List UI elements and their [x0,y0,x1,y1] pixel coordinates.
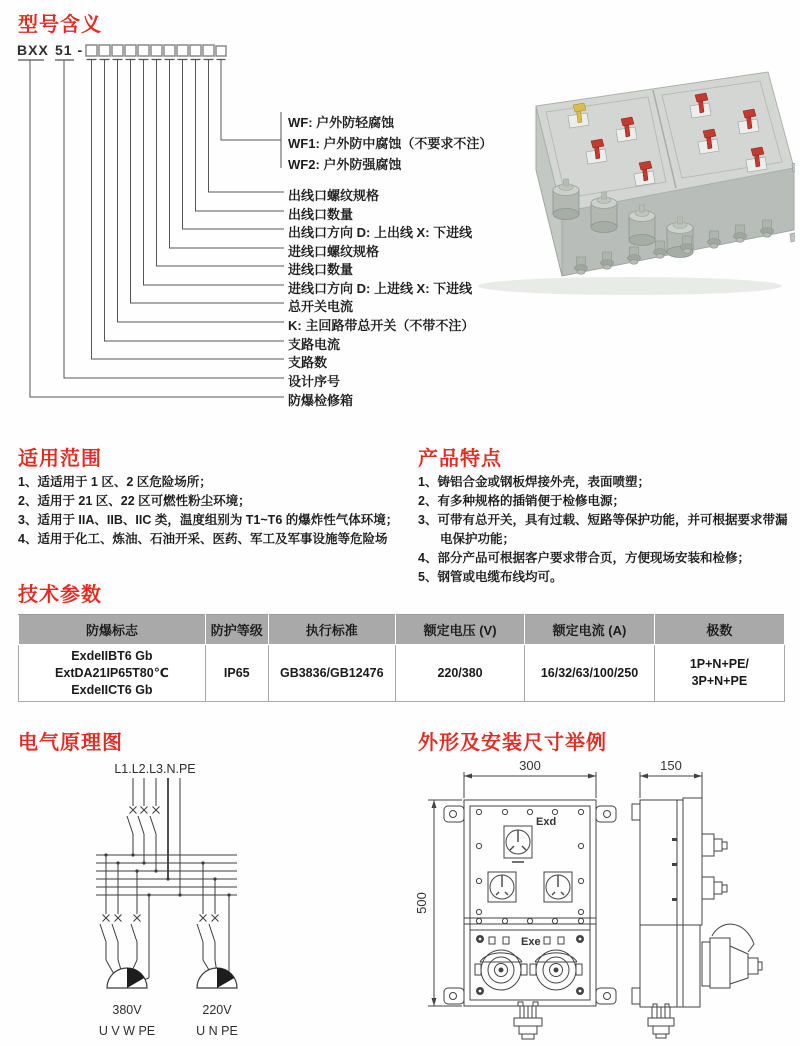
model-code-label: 支路数 [288,355,328,370]
col-header: 防爆标志 [19,615,206,645]
model-code-label: 出线口数量 [288,207,354,222]
cell-standard: GB3836/GB12476 [268,645,395,702]
model-series: 51 - [55,42,84,58]
table-row [19,645,785,702]
zone-exe-label: Exe [521,936,541,948]
list-item: 4、适用于化工、炼油、石油开采、医药、军工及军事设施等危险场 [18,532,388,546]
wiring-schematic [0,746,400,1046]
model-code-label: 进线口数量 [288,262,354,277]
cell-ip-rating: IP65 [205,645,268,702]
outlet2-voltage-label: 220V [202,1003,232,1017]
socket-220v [197,968,237,988]
cell-poles: 1P+N+PE/ 3P+N+PE [654,645,784,702]
dimension-drawing [400,746,800,1046]
list-item: 3、适用于 IIA、IIB、IIC 类，温度组别为 T1~T6 的爆炸性气体环境； [18,513,399,527]
model-code-label: 支路电流 [288,337,341,352]
model-code-label-wf: WF: 户外防轻腐蚀 [288,115,395,130]
model-code-label: 出线口螺纹规格 [288,188,380,203]
model-code-label: K: 主回路带总开关（不带不注） [288,318,475,333]
list-item: 2、适用于 21 区、22 区可燃性粉尘环境； [18,494,251,508]
col-header: 执行标准 [268,615,395,645]
model-code-label: 总开关电流 [288,299,354,314]
schematic-section-title: 电气原理图 [18,732,123,754]
scope-list [18,473,416,549]
dim-height-label: 500 [414,892,429,914]
tech-section-title: 技术参数 [18,584,102,606]
model-code-label: 进线口方向 D: 上进线 X: 下进线 [288,281,473,296]
outlet1-voltage-label: 380V [112,1003,142,1017]
list-item: 1、适适用于 1 区、2 区危险场所； [18,475,212,489]
features-list [418,473,790,587]
model-section-title: 型号含义 [18,14,102,36]
zone-exd-label: Exd [536,816,557,828]
list-item: 2、有多种规格的插销便于检修电源； [418,494,625,508]
col-header: 极数 [654,615,784,645]
dim-width-label: 300 [519,758,541,773]
model-prefix: BXX [17,42,49,58]
features-section-title: 产品特点 [418,448,502,470]
model-code-label: 出线口方向 D: 上出线 X: 下进线 [288,225,473,240]
cell-ex-mark: ExdeIIBT6 Gb ExtDA21IP65T80℃ ExdeIICT6 Gb [19,645,206,702]
product-photo [450,48,795,303]
outlet1-pins-label: U V W PE [98,1024,156,1038]
list-item: 3、可带有总开关，具有过载、短路等保护功能，并可根据要求带漏电保护功能； [418,513,788,546]
model-code-label: 进线口螺纹规格 [288,244,380,259]
list-item: 5、钢管或电缆布线均可。 [418,570,563,584]
model-code-label-wf2: WF2: 户外防强腐蚀 [288,157,402,172]
col-header: 防护等级 [205,615,268,645]
model-code-label: 防爆检修箱 [288,393,354,408]
drawing-section-title: 外形及安装尺寸举例 [418,732,607,754]
cell-current: 16/32/63/100/250 [525,645,654,702]
scope-section-title: 适用范围 [18,448,102,470]
list-item: 4、部分产品可根据客户要求带合页，方便现场安装和检修； [418,551,750,565]
table-header-row [19,615,785,645]
model-code-label: 设计序号 [288,374,341,389]
model-code-label-wf1: WF1: 户外防中腐蚀（不要求不注） [288,136,493,151]
cell-voltage: 220/380 [395,645,524,702]
list-item: 1、铸铝合金或钢板焊接外壳，表面喷塑； [418,475,650,489]
input-lines-label: L1.L2.L3.N.PE [114,762,196,776]
outlet2-pins-label: U N PE [196,1024,238,1038]
tech-params-table [18,614,785,702]
col-header: 额定电压 (V) [395,615,524,645]
dim-depth-label: 150 [660,758,682,773]
socket-380v [107,968,147,988]
col-header: 额定电流 (A) [525,615,654,645]
